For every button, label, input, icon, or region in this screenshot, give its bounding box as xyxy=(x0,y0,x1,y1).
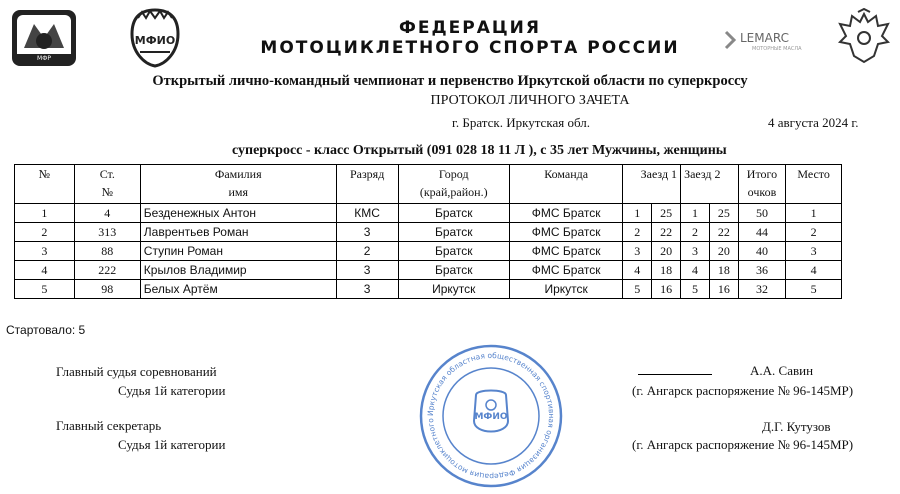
header-num: № xyxy=(15,165,75,204)
russia-eagle-emblem xyxy=(836,8,892,68)
cell-heat2-pos: 3 xyxy=(681,242,710,261)
svg-text:МФИО: МФИО xyxy=(134,34,176,47)
class-line: суперкросс - класс Открытый (091 028 18 11 Л ), с 35 лет Мужчины, женщины xyxy=(232,143,727,158)
cell-rank: КМС xyxy=(336,204,398,223)
header-team: Команда xyxy=(509,165,622,204)
chief-secretary-category: Судья 1й категории xyxy=(118,437,226,452)
chief-secretary-name: Д.Г. Кутузов xyxy=(762,419,831,434)
cell-heat1-pts: 22 xyxy=(652,223,681,242)
cell-total: 36 xyxy=(738,261,785,280)
cell-rank: 3 xyxy=(336,280,398,299)
cell-rank: 3 xyxy=(336,261,398,280)
cell-heat1-pts: 16 xyxy=(652,280,681,299)
cell-heat1-pos: 5 xyxy=(623,280,652,299)
cell-name: Белых Артём xyxy=(140,280,336,299)
cell-start: 222 xyxy=(74,261,140,280)
chief-judge-note: (г. Ангарск распоряжение № 96-145МР) xyxy=(632,383,854,398)
cell-start: 313 xyxy=(74,223,140,242)
cell-heat1-pos: 4 xyxy=(623,261,652,280)
cell-total: 40 xyxy=(738,242,785,261)
cell-total: 44 xyxy=(738,223,785,242)
cell-city: Иркутск xyxy=(398,280,509,299)
cell-team: ФМС Братск xyxy=(509,261,622,280)
cell-heat2-pts: 20 xyxy=(709,242,738,261)
cell-place: 1 xyxy=(786,204,842,223)
svg-text:LEMARC: LEMARC xyxy=(740,31,789,45)
mfr-logo xyxy=(10,8,78,68)
table-row xyxy=(15,261,842,280)
header-heat-2: Заезд 2 xyxy=(681,165,739,204)
header-rank: Разряд xyxy=(336,165,398,204)
cell-heat2-pts: 25 xyxy=(709,204,738,223)
header-name: Фамилия имя xyxy=(140,165,336,204)
cell-heat1-pts: 18 xyxy=(652,261,681,280)
federation-title-line2: МОТОЦИКЛЕТНОГО СПОРТА РОССИИ xyxy=(260,38,680,58)
cell-place: 5 xyxy=(786,280,842,299)
chief-judge-label: Главный судья соревнований xyxy=(56,364,217,379)
cell-team: ФМС Братск xyxy=(509,223,622,242)
lemarc-logo xyxy=(722,28,818,52)
cell-city: Братск xyxy=(398,223,509,242)
svg-text:Иркутская областная общественн: Иркутская областная общественная спортивная организация Федерация мотоциклетного xyxy=(425,350,557,482)
cell-place: 4 xyxy=(786,261,842,280)
cell-num: 1 xyxy=(15,204,75,223)
started-count: Стартовало: 5 xyxy=(6,323,86,337)
chief-judge-category: Судья 1й категории xyxy=(118,383,226,398)
cell-city: Братск xyxy=(398,204,509,223)
header-total: Итого очков xyxy=(738,165,785,204)
chief-judge-name: А.А. Савин xyxy=(750,363,814,378)
federation-title-line1: ФЕДЕРАЦИЯ xyxy=(399,18,541,38)
cell-team: Иркутск xyxy=(509,280,622,299)
header-start-number: Ст. № xyxy=(74,165,140,204)
svg-text:МФИО: МФИО xyxy=(474,412,508,422)
cell-heat1-pts: 25 xyxy=(652,204,681,223)
cell-total: 32 xyxy=(738,280,785,299)
cell-place: 3 xyxy=(786,242,842,261)
cell-rank: 3 xyxy=(336,223,398,242)
cell-heat2-pts: 16 xyxy=(709,280,738,299)
cell-heat1-pos: 2 xyxy=(623,223,652,242)
cell-name: Безденежных Антон xyxy=(140,204,336,223)
svg-text:МФР: МФР xyxy=(37,55,51,62)
cell-num: 5 xyxy=(15,280,75,299)
cell-city: Братск xyxy=(398,261,509,280)
cell-team: ФМС Братск xyxy=(509,242,622,261)
protocol-title: ПРОТОКОЛ ЛИЧНОГО ЗАЧЕТА xyxy=(430,93,630,108)
cell-num: 2 xyxy=(15,223,75,242)
cell-rank: 2 xyxy=(336,242,398,261)
mfio-logo xyxy=(128,8,182,68)
cell-heat1-pts: 20 xyxy=(652,242,681,261)
table-row xyxy=(15,242,842,261)
event-location: г. Братск. Иркутская обл. xyxy=(452,115,590,130)
table-row xyxy=(15,223,842,242)
event-date: 4 августа 2024 г. xyxy=(768,115,859,130)
table-row xyxy=(15,204,842,223)
cell-heat1-pos: 1 xyxy=(623,204,652,223)
cell-name: Крылов Владимир xyxy=(140,261,336,280)
results-table xyxy=(14,164,842,299)
cell-city: Братск xyxy=(398,242,509,261)
cell-heat2-pos: 5 xyxy=(681,280,710,299)
cell-name: Лаврентьев Роман xyxy=(140,223,336,242)
cell-heat1-pos: 3 xyxy=(623,242,652,261)
cell-heat2-pos: 2 xyxy=(681,223,710,242)
cell-heat2-pos: 4 xyxy=(681,261,710,280)
chief-secretary-note: (г. Ангарск распоряжение № 96-145МР) xyxy=(632,437,854,452)
official-stamp xyxy=(418,343,564,489)
cell-start: 88 xyxy=(74,242,140,261)
cell-total: 50 xyxy=(738,204,785,223)
table-header-row xyxy=(15,165,842,204)
header-city: Город (край,район.) xyxy=(398,165,509,204)
cell-heat2-pts: 22 xyxy=(709,223,738,242)
cell-team: ФМС Братск xyxy=(509,204,622,223)
cell-num: 4 xyxy=(15,261,75,280)
svg-text:МОТОРНЫЕ МАСЛА: МОТОРНЫЕ МАСЛА xyxy=(752,46,802,52)
signature-line xyxy=(638,374,712,375)
header-place: Место xyxy=(786,165,842,204)
cell-place: 2 xyxy=(786,223,842,242)
table-row xyxy=(15,280,842,299)
cell-heat2-pts: 18 xyxy=(709,261,738,280)
cell-num: 3 xyxy=(15,242,75,261)
chief-secretary-label: Главный секретарь xyxy=(56,418,162,433)
header-heat-1: Заезд 1 xyxy=(623,165,681,204)
cell-start: 98 xyxy=(74,280,140,299)
cell-heat2-pos: 1 xyxy=(681,204,710,223)
event-title: Открытый лично-командный чемпионат и первенство Иркутской области по суперкроссу xyxy=(152,73,748,89)
cell-start: 4 xyxy=(74,204,140,223)
cell-name: Ступин Роман xyxy=(140,242,336,261)
